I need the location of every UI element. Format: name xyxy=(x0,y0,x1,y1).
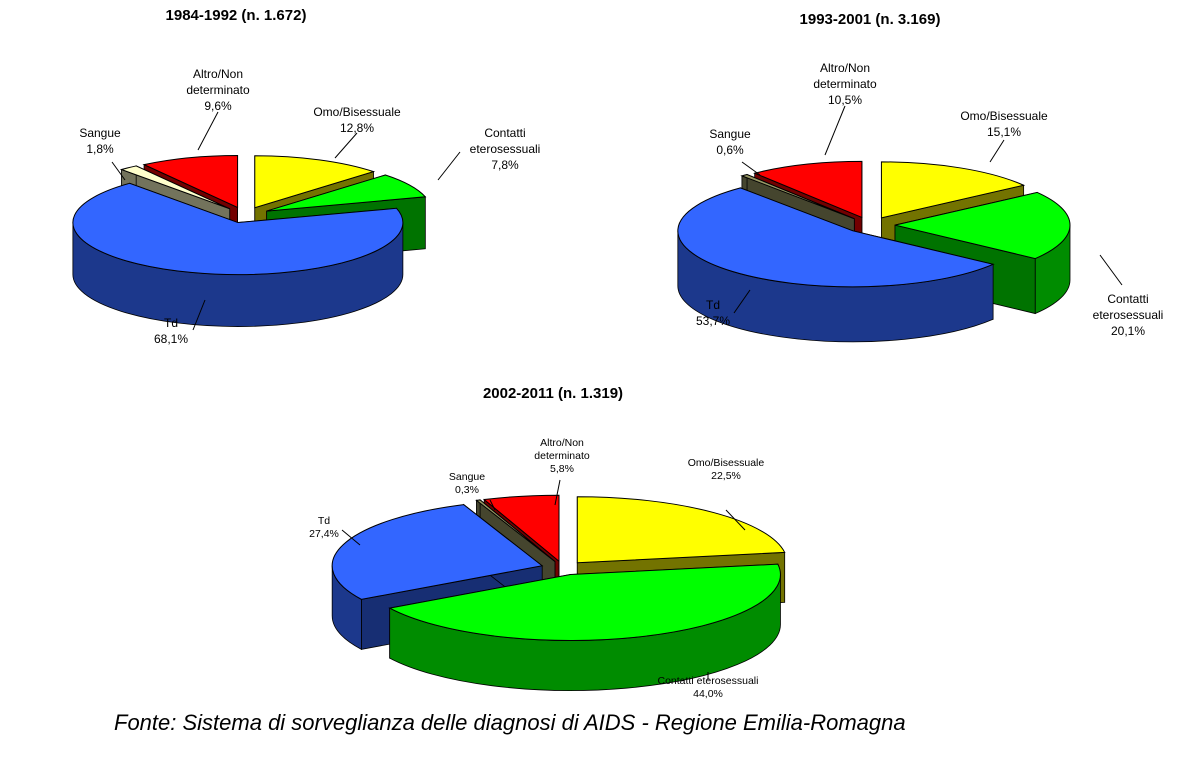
chart-title: 2002-2011 (n. 1.319) xyxy=(482,385,624,402)
slice-value-text: 1,8% xyxy=(86,142,114,156)
slice-label-sangue xyxy=(79,126,125,180)
slice-name-text: determinato xyxy=(813,77,877,91)
leader-line xyxy=(742,162,760,175)
leader-line xyxy=(198,112,218,150)
slice-label-altro-non-determinato xyxy=(534,437,590,505)
slice-name-text: Sangue xyxy=(448,471,486,483)
slice-value-text: 44,0% xyxy=(693,688,723,700)
slice-value-text: 0,3% xyxy=(455,484,479,496)
slice-label-contatti-eterosessuali xyxy=(658,672,759,700)
slice-name-text: Td xyxy=(163,316,179,330)
slice-label-altro-non-determinato xyxy=(813,61,877,155)
slice-name-text: determinato xyxy=(534,450,590,462)
leader-line xyxy=(335,133,357,158)
slice-label-sangue xyxy=(709,127,760,175)
slice-label-contatti-eterosessuali xyxy=(438,126,540,180)
leader-line xyxy=(825,106,845,155)
slice-value-text: 15,1% xyxy=(986,125,1022,139)
slice-value-text: 5,8% xyxy=(550,463,574,475)
leader-line xyxy=(438,152,460,180)
slice-name-text: Altro/Non xyxy=(540,437,584,449)
slice-name-text: Altro/Non xyxy=(819,61,871,75)
leader-line xyxy=(990,140,1004,162)
slice-name-text: Sangue xyxy=(79,126,121,140)
slice-name-text: Contatti xyxy=(484,126,526,140)
slice-value-text: 68,1% xyxy=(153,332,189,346)
slice-label-omo-bisessuale xyxy=(313,105,401,158)
slice-name-text: Sangue xyxy=(709,127,751,141)
slice-value-text: 0,6% xyxy=(716,143,744,157)
chart-title: 1984-1992 (n. 1.672) xyxy=(165,7,307,24)
slice-name-text: eterosessuali xyxy=(1092,308,1164,322)
slice-name-text: Omo/Bisessuale xyxy=(687,457,765,469)
slice-value-text: 53,7% xyxy=(695,314,731,328)
source-note: Fonte: Sistema di sorveglianza delle diagnosi di AIDS - Regione Emilia-Romagna xyxy=(114,710,906,735)
slice-value-text: 9,6% xyxy=(204,99,232,113)
slice-name-text: Contatti eterosessuali xyxy=(657,675,759,687)
slice-label-altro-non-determinato xyxy=(186,67,250,150)
pie-chart-3 xyxy=(309,385,785,700)
pie-chart-1 xyxy=(73,7,540,346)
slice-value-text: 22,5% xyxy=(711,470,741,482)
slice-name-text: Contatti xyxy=(1107,292,1149,306)
slice-value-text: 10,5% xyxy=(827,93,863,107)
slice-name-text: Omo/Bisessuale xyxy=(960,109,1048,123)
slice-value-text: 12,8% xyxy=(339,121,375,135)
slice-value-text: 20,1% xyxy=(1110,324,1146,338)
chart-title: 1993-2001 (n. 3.169) xyxy=(799,11,941,28)
slice-name-text: eterosessuali xyxy=(469,142,541,156)
slice-name-text: Td xyxy=(317,515,331,527)
pie-chart-2 xyxy=(678,11,1164,342)
slice-value-text: 7,8% xyxy=(491,158,519,172)
slice-name-text: Td xyxy=(705,298,721,312)
slice-label-contatti-eterosessuali xyxy=(1093,255,1164,338)
slice-name-text: Omo/Bisessuale xyxy=(313,105,401,119)
leader-line xyxy=(1100,255,1122,285)
slice-value-text: 27,4% xyxy=(309,528,339,540)
slice-name-text: Altro/Non xyxy=(192,67,244,81)
slice-omo-bisessuale xyxy=(577,497,784,563)
slice-name-text: determinato xyxy=(186,83,250,97)
slice-label-omo-bisessuale xyxy=(960,109,1048,162)
